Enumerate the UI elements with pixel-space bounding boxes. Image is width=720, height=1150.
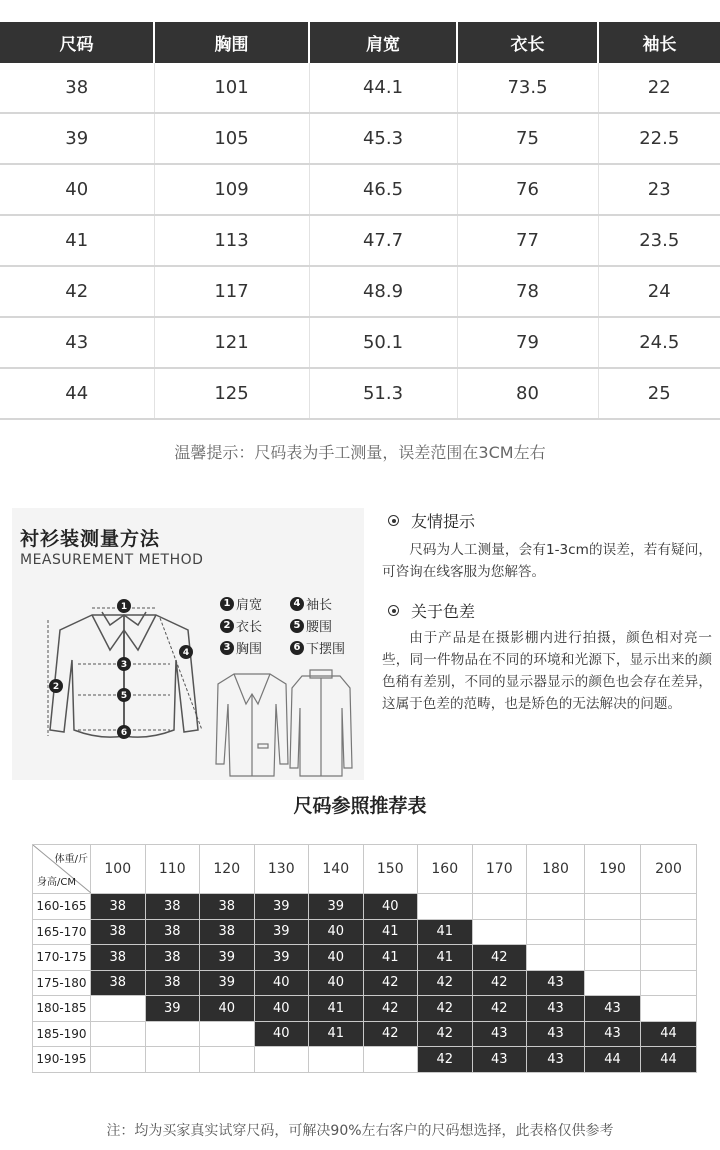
recommend-header-row [33, 845, 697, 894]
recommend-size-cell: 38 [91, 894, 146, 920]
recommend-size-cell: 44 [585, 1047, 641, 1073]
size-cell: 113 [154, 215, 309, 266]
size-row [0, 113, 720, 164]
recommend-size-cell: 39 [309, 894, 364, 920]
height-range-cell: 160-165 [33, 894, 91, 920]
height-range-cell: 185-190 [33, 1021, 91, 1047]
size-cell: 73.5 [457, 63, 598, 113]
footer-note: 注：均为买家真实试穿尺码，可解决90%左右客户的尺码想选择，此表格仅供参考 [106, 1123, 614, 1139]
recommend-size-cell: 39 [145, 996, 200, 1022]
legend-number-badge: 6 [290, 641, 304, 655]
recommend-size-cell: 42 [472, 945, 527, 971]
size-cell: 38 [0, 63, 154, 113]
recommend-size-cell: 39 [254, 894, 309, 920]
recommend-size-cell: 40 [363, 894, 418, 920]
size-cell: 101 [154, 63, 309, 113]
recommend-size-cell: 43 [527, 1021, 585, 1047]
weight-header-cell: 120 [200, 845, 255, 894]
recommend-size-cell [585, 945, 641, 971]
size-cell: 24.5 [598, 317, 720, 368]
weight-header-cell: 130 [254, 845, 309, 894]
color-tip-body: 由于产品是在摄影棚内进行拍摄，颜色相对亮一些，同一件物品在不同的环境和光源下，显示出来的颜色稍有差别，不同的显示器显示的颜色也会存在差异，这属于色差的范畴，也是矫色的无法解决的问题。 [382, 630, 712, 712]
recommend-size-cell [363, 1047, 418, 1073]
legend-label: 胸围 [236, 642, 263, 657]
size-header-cell: 胸围 [154, 22, 309, 63]
recommend-size-cell: 42 [472, 996, 527, 1022]
recommend-size-cell [91, 996, 146, 1022]
target-bullet-icon [388, 515, 399, 526]
size-cell: 46.5 [309, 164, 457, 215]
size-row [0, 215, 720, 266]
recommend-size-cell [200, 1021, 255, 1047]
size-cell: 78 [457, 266, 598, 317]
size-cell: 79 [457, 317, 598, 368]
size-cell: 22.5 [598, 113, 720, 164]
recommend-size-cell: 41 [309, 1021, 364, 1047]
legend-number-badge: 1 [220, 597, 234, 611]
size-row [0, 164, 720, 215]
size-cell: 22 [598, 63, 720, 113]
height-range-cell: 175-180 [33, 970, 91, 996]
recommend-size-cell: 40 [309, 945, 364, 971]
recommend-size-cell: 38 [200, 894, 255, 920]
weight-header-cell: 110 [145, 845, 200, 894]
recommend-size-cell: 42 [418, 970, 473, 996]
recommend-row [33, 1021, 697, 1047]
size-row [0, 368, 720, 419]
recommend-size-cell: 43 [472, 1021, 527, 1047]
recommend-size-cell: 40 [309, 970, 364, 996]
measurement-legend [220, 594, 360, 660]
recommend-size-cell [527, 894, 585, 920]
size-cell: 125 [154, 368, 309, 419]
recommend-size-cell [641, 945, 697, 971]
recommend-size-cell [641, 996, 697, 1022]
recommend-size-cell: 40 [254, 1021, 309, 1047]
recommend-size-cell: 38 [91, 945, 146, 971]
recommend-size-cell: 41 [363, 945, 418, 971]
recommend-size-cell: 40 [254, 970, 309, 996]
legend-label: 腰围 [306, 620, 333, 635]
recommend-size-cell [200, 1047, 255, 1073]
height-range-cell: 170-175 [33, 945, 91, 971]
measure-point-label: 5 [120, 691, 128, 701]
height-range-cell: 180-185 [33, 996, 91, 1022]
legend-label: 衣长 [236, 620, 263, 635]
measure-point-label: 6 [120, 728, 128, 738]
measure-point-label: 2 [52, 682, 60, 692]
corner-cell [33, 845, 91, 894]
recommend-size-cell: 39 [200, 970, 255, 996]
recommend-size-cell [145, 1021, 200, 1047]
recommend-size-cell: 38 [91, 970, 146, 996]
legend-number-badge: 3 [220, 641, 234, 655]
size-cell: 44 [0, 368, 154, 419]
recommend-size-cell: 38 [145, 894, 200, 920]
measurement-title: 衬衫装测量方法 [20, 528, 161, 550]
size-cell: 51.3 [309, 368, 457, 419]
measurement-subtitle: MEASUREMENT METHOD [20, 552, 204, 568]
size-cell: 117 [154, 266, 309, 317]
recommend-size-cell: 43 [472, 1047, 527, 1073]
recommend-size-cell: 44 [641, 1047, 697, 1073]
legend-label: 袖长 [306, 598, 333, 613]
recommend-row [33, 919, 697, 945]
recommend-size-cell: 42 [363, 970, 418, 996]
recommend-size-cell: 39 [200, 945, 255, 971]
weight-axis-label: 体重/斤 [54, 854, 88, 865]
height-range-cell: 190-195 [33, 1047, 91, 1073]
recommend-row [33, 1047, 697, 1073]
recommend-size-cell [254, 1047, 309, 1073]
recommend-size-cell: 41 [309, 996, 364, 1022]
recommend-size-cell [91, 1047, 146, 1073]
recommend-size-cell [145, 1047, 200, 1073]
recommend-size-cell: 38 [91, 919, 146, 945]
recommend-size-cell: 43 [527, 970, 585, 996]
size-cell: 41 [0, 215, 154, 266]
size-row [0, 317, 720, 368]
recommend-size-cell [641, 970, 697, 996]
size-note: 温馨提示：尺码表为手工测量，误差范围在3CM左右 [174, 443, 546, 462]
height-axis-label: 身高/CM [37, 877, 76, 888]
size-cell: 42 [0, 266, 154, 317]
size-recommend-table [32, 844, 697, 1073]
weight-header-cell: 140 [309, 845, 364, 894]
recommend-size-cell [527, 945, 585, 971]
recommend-size-cell: 42 [363, 996, 418, 1022]
recommend-size-cell: 42 [418, 1047, 473, 1073]
size-cell: 105 [154, 113, 309, 164]
recommend-size-cell: 43 [585, 996, 641, 1022]
size-cell: 23.5 [598, 215, 720, 266]
size-cell: 121 [154, 317, 309, 368]
size-table [0, 22, 720, 420]
legend-label: 下摆围 [306, 642, 346, 657]
shirt-illustrations [214, 664, 356, 782]
size-cell: 48.9 [309, 266, 457, 317]
recommend-size-cell: 40 [309, 919, 364, 945]
recommend-row [33, 945, 697, 971]
size-cell: 50.1 [309, 317, 457, 368]
color-tip-title: 关于色差 [411, 602, 476, 621]
legend-label: 肩宽 [236, 598, 263, 613]
size-cell: 39 [0, 113, 154, 164]
recommend-size-cell [585, 970, 641, 996]
size-row [0, 63, 720, 113]
recommend-title: 尺码参照推荐表 [293, 795, 427, 817]
size-cell: 109 [154, 164, 309, 215]
recommend-size-cell: 41 [418, 945, 473, 971]
legend-number-badge: 4 [290, 597, 304, 611]
friendly-tip-title: 友情提示 [411, 512, 476, 531]
size-cell: 75 [457, 113, 598, 164]
measure-point-label: 3 [120, 660, 128, 670]
recommend-size-cell: 38 [145, 919, 200, 945]
recommend-size-cell: 40 [200, 996, 255, 1022]
legend-number-badge: 5 [290, 619, 304, 633]
size-cell: 47.7 [309, 215, 457, 266]
recommend-size-cell [472, 919, 527, 945]
recommend-size-cell [585, 919, 641, 945]
recommend-size-cell [418, 894, 473, 920]
recommend-size-cell [585, 894, 641, 920]
recommend-size-cell [91, 1021, 146, 1047]
weight-header-cell: 150 [363, 845, 418, 894]
size-cell: 25 [598, 368, 720, 419]
recommend-size-cell: 39 [254, 919, 309, 945]
recommend-size-cell: 41 [418, 919, 473, 945]
shirt-measure-diagram [40, 590, 210, 760]
recommend-size-cell [309, 1047, 364, 1073]
size-cell: 43 [0, 317, 154, 368]
recommend-size-cell: 42 [472, 970, 527, 996]
measure-point-label: 1 [120, 602, 128, 612]
weight-header-cell: 190 [585, 845, 641, 894]
size-cell: 44.1 [309, 63, 457, 113]
size-cell: 76 [457, 164, 598, 215]
recommend-size-cell: 38 [200, 919, 255, 945]
friendly-tip-heading [388, 509, 475, 532]
recommend-size-cell: 38 [145, 945, 200, 971]
recommend-row [33, 970, 697, 996]
size-cell: 80 [457, 368, 598, 419]
legend-number-badge: 2 [220, 619, 234, 633]
weight-header-cell: 160 [418, 845, 473, 894]
recommend-size-cell: 43 [527, 996, 585, 1022]
height-range-cell: 165-170 [33, 919, 91, 945]
recommend-row [33, 894, 697, 920]
recommend-size-cell [472, 894, 527, 920]
measure-point-label: 4 [182, 648, 190, 658]
size-cell: 24 [598, 266, 720, 317]
size-table-header-row [0, 22, 720, 63]
recommend-size-cell: 42 [418, 996, 473, 1022]
weight-header-cell: 200 [641, 845, 697, 894]
recommend-size-cell: 40 [254, 996, 309, 1022]
size-cell: 45.3 [309, 113, 457, 164]
recommend-size-cell [641, 894, 697, 920]
size-cell: 40 [0, 164, 154, 215]
friendly-tip-body: 尺码为人工测量，会有1-3cm的误差，若有疑问，可咨询在线客服为您解答。 [382, 542, 712, 580]
size-header-cell: 尺码 [0, 22, 154, 63]
weight-header-cell: 180 [527, 845, 585, 894]
recommend-size-cell: 42 [418, 1021, 473, 1047]
size-row [0, 266, 720, 317]
color-tip-heading [388, 599, 475, 622]
recommend-size-cell [641, 919, 697, 945]
weight-header-cell: 170 [472, 845, 527, 894]
recommend-size-cell: 44 [641, 1021, 697, 1047]
weight-header-cell: 100 [91, 845, 146, 894]
recommend-size-cell: 41 [363, 919, 418, 945]
size-cell: 77 [457, 215, 598, 266]
size-header-cell: 衣长 [457, 22, 598, 63]
recommend-size-cell: 42 [363, 1021, 418, 1047]
recommend-size-cell: 43 [527, 1047, 585, 1073]
target-bullet-icon [388, 605, 399, 616]
recommend-row [33, 996, 697, 1022]
recommend-size-cell [527, 919, 585, 945]
recommend-size-cell: 43 [585, 1021, 641, 1047]
recommend-size-cell: 38 [145, 970, 200, 996]
recommend-size-cell: 39 [254, 945, 309, 971]
size-header-cell: 肩宽 [309, 22, 457, 63]
size-cell: 23 [598, 164, 720, 215]
size-header-cell: 袖长 [598, 22, 720, 63]
